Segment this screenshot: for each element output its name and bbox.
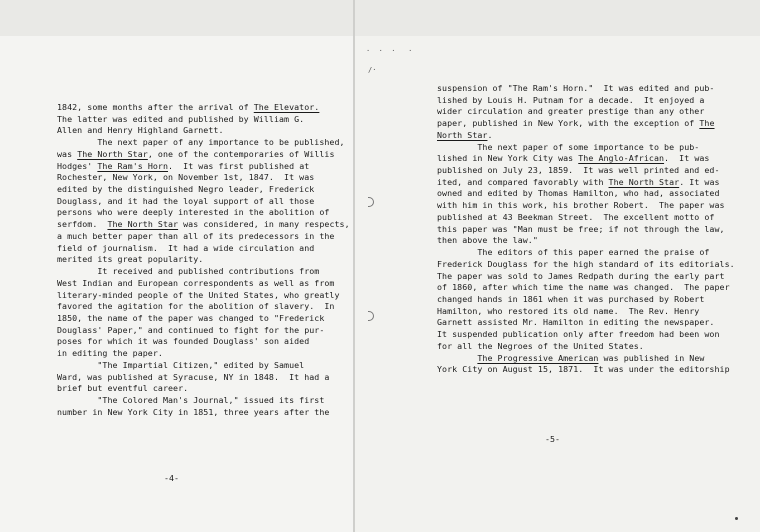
text-line [57,125,350,137]
text-segment: Hodges' [57,160,98,171]
text-line [437,271,735,283]
underlined-title: The Ram's Horn [97,160,169,171]
text-line [57,301,350,313]
text-segment: ited, and compared favorably with [437,176,609,187]
text-line [57,149,350,161]
right-page-number: -5- [545,434,560,444]
text-line [437,142,735,154]
text-segment: . It was first published at [168,160,310,171]
text-line [57,313,350,325]
text-segment: The latter was edited and published by William G. [57,113,305,124]
text-segment: owned and edited by Thomas Hamilton, who had, associated [437,188,720,199]
text-segment: persons who were deeply interested in the abolition of [57,207,330,218]
text-line [437,306,735,318]
text-line [57,254,350,266]
text-segment [437,353,477,363]
text-segment: The editors of this paper earned the praise of [437,247,710,258]
text-segment: literary-minded people of the United States, who greatly [57,289,340,300]
text-segment: this paper was "Man must be free; if not through the law, [437,223,725,234]
text-segment: Allen and Henry Highland Garnett. [57,125,224,136]
left-page-top-band [0,0,353,36]
right-page-top-band [355,0,760,36]
text-line [437,247,735,259]
text-line [437,200,735,212]
text-segment: It suspended publication only after freedom had been won [437,329,720,340]
underlined-title: The Anglo-African [578,153,665,164]
text-segment: then above the law." [437,235,538,246]
underlined-title: The Elevator. [253,102,320,112]
scan-mark: /· [368,66,377,74]
text-segment: for all the Negroes of the United States. [437,340,644,351]
text-line [437,188,735,200]
text-segment: The next paper of any importance to be published, [57,137,345,148]
text-line [437,177,735,189]
text-segment: with him in this work, his brother Robert. The paper was [437,200,725,211]
text-segment: Garnett assisted Mr. Hamilton in editing the newspaper. [437,317,715,328]
text-line [57,290,350,302]
text-line [57,278,350,290]
text-line [437,282,735,294]
text-line [57,407,350,419]
text-line [437,130,735,142]
text-segment: West Indian and European correspondents as well as from [57,277,335,288]
text-segment: favored the agitation for the abolition of slavery. In [57,301,335,312]
text-segment: number in New York City in 1851, three years after the [57,406,330,417]
text-line [57,383,350,395]
text-segment: Douglass' Paper," and continued to fight for the pur- [57,324,325,335]
text-line [57,196,350,208]
text-segment: brief but eventful career. [57,383,189,394]
text-segment: suspension of "The Ram's Horn." It was edited and pub- [437,83,715,93]
underlined-title: The North Star [77,148,148,159]
text-segment: Frederick Douglass for the high standard of its editorials. [437,258,735,269]
text-segment: It received and published contributions from [57,266,320,277]
text-line [437,341,735,353]
text-line [57,325,350,337]
text-segment: wider circulation and greater prestige than any other [437,106,705,117]
text-line [437,95,735,107]
text-segment: of 1860, after which time the name was changed. The paper [437,282,730,293]
text-segment: 1850, the name of the paper was changed to "Frederick [57,312,325,323]
text-segment: , one of the contemporaries of Willis [147,148,335,159]
text-segment: serfdom. [57,219,108,230]
text-segment: The paper was sold to James Redpath during the early part [437,270,725,281]
text-segment: was published in New [598,352,705,363]
text-line [437,224,735,236]
text-segment: published at 43 Beekman Street. The excellent motto of [437,211,715,222]
text-line [437,153,735,165]
text-line [57,360,350,372]
text-line [437,353,735,365]
text-segment: was considered, in many respects, [178,219,350,230]
text-line [57,219,350,231]
text-line [437,235,735,247]
text-segment: Hamilton, who restored its old name. The Rev. Henry [437,305,700,316]
underlined-title: The North Star [107,219,179,230]
text-segment: in editing the paper. [57,348,163,359]
underlined-title: The Progressive American [477,352,599,363]
text-line [437,212,735,224]
text-segment: changed hands in 1861 when it was purchased by Robert [437,293,705,304]
text-line [437,83,735,95]
text-line [57,102,350,114]
text-line [57,348,350,360]
text-line [437,294,735,306]
text-line [437,317,735,329]
text-segment: edited by the distinguished Negro leader, Frederick [57,184,315,195]
text-line [57,137,350,149]
text-segment: paper, published in New York, with the exception of [437,118,700,129]
text-line [57,336,350,348]
text-segment: merited its great popularity. [57,254,204,265]
text-segment: . It was [679,176,720,187]
text-line [437,364,735,376]
text-line [57,266,350,278]
underlined-title: North Star [437,129,488,140]
text-line [437,259,735,271]
text-segment: Ward, was published at Syracuse, NY in 1848. It had a [57,371,330,382]
text-line [57,395,350,407]
text-segment: . It was [664,153,710,164]
text-line [57,184,350,196]
text-line [57,372,350,384]
text-segment: "The Colored Man's Journal," issued its first [57,394,325,405]
text-line [57,231,350,243]
text-line [437,329,735,341]
right-page-text [437,83,735,376]
left-page-text [57,102,350,418]
underlined-title: The North Star [608,176,680,187]
text-line [57,243,350,255]
left-page-number: -4- [164,473,179,483]
text-segment: poses for which it was founded Douglass' son aided [57,336,310,347]
text-segment: published on July 23, 1859. It was well printed and ed- [437,165,720,176]
underlined-title: The [699,118,715,129]
text-segment: The next paper of some importance to be pub- [437,141,700,152]
text-segment: lished in New York City was [437,153,579,164]
text-segment: was [57,148,78,159]
text-segment: a much better paper than all of its predecessors in the [57,230,335,241]
text-segment: 1842, some months after the arrival of [57,102,254,112]
text-segment: Rochester, New York, on November 1st, 1847. It was [57,172,315,183]
text-segment: "The Impartial Citizen," edited by Samuel [57,359,305,370]
text-segment: . [487,129,493,140]
text-line [57,161,350,173]
scan-speck [735,517,738,520]
text-segment: field of journalism. It had a wide circulation and [57,242,315,253]
text-line [57,172,350,184]
text-segment: Douglass, and it had the loyal support of all those [57,195,315,206]
text-line [437,165,735,177]
scan-mark: · · · · [366,47,413,55]
text-line [437,118,735,130]
text-line [437,106,735,118]
text-segment: York City on August 15, 1871. It was under the editorship [437,364,730,375]
text-line [57,114,350,126]
text-line [57,207,350,219]
text-segment: lished by Louis H. Putnam for a decade. It enjoyed a [437,94,705,105]
